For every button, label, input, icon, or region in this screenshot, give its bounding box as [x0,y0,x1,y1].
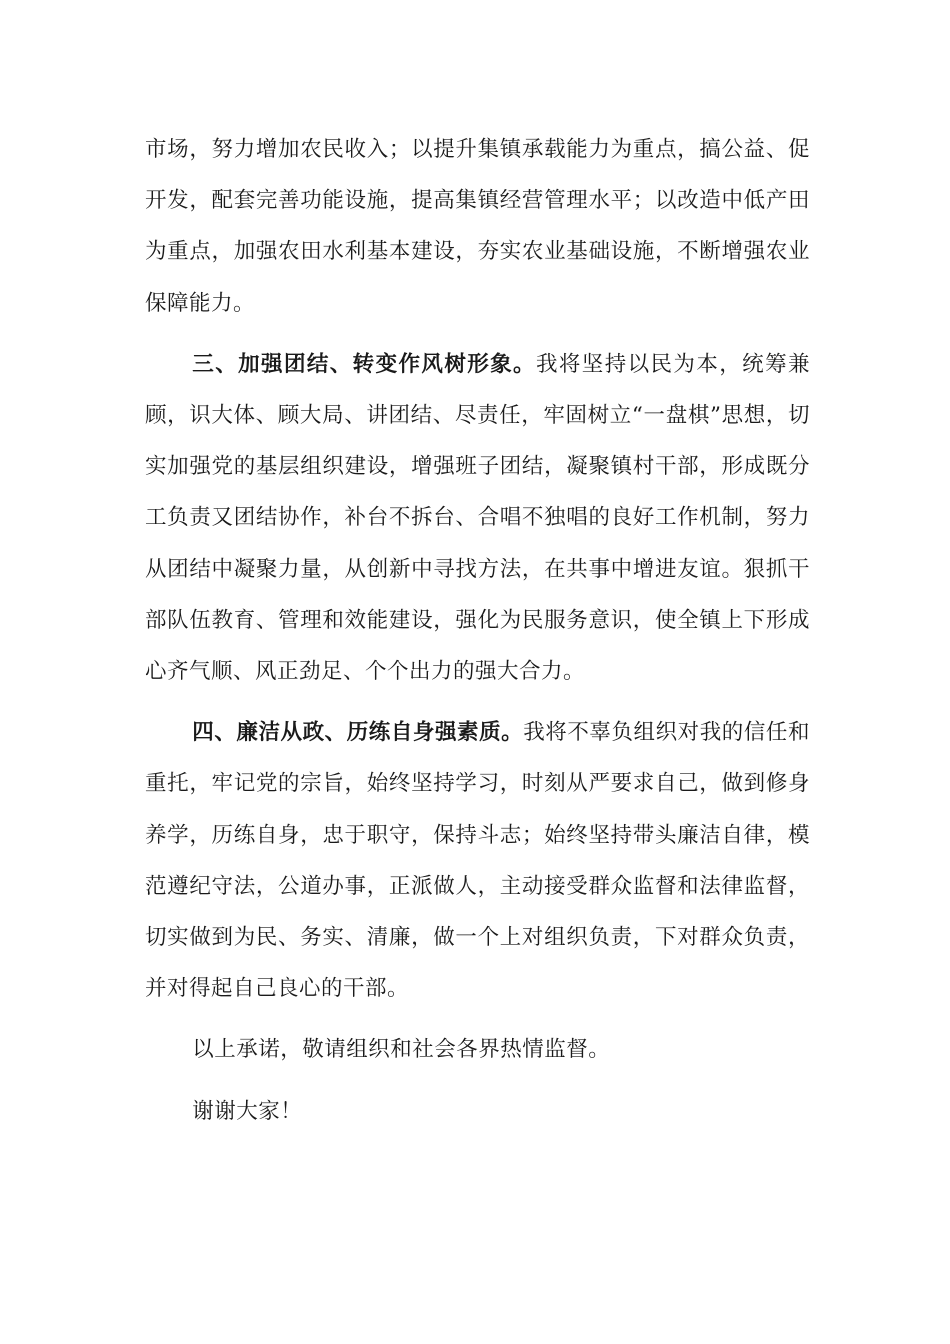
paragraph-section-three [145,339,810,697]
paragraph-section-four [145,707,810,1014]
document-body [145,124,810,1137]
paragraph-pledge: 以上承诺，敬请组织和社会各界热情监督。 [192,1037,611,1063]
section-three-text: 我将坚持以民为本，统筹兼顾，识大体、顾大局、讲团结、尽责任，牢固树立“一盘棋”思想，切实加强党的基层组织建设，增强班子团结，凝聚镇村干部，形成既分工负责又团结协作，补台不拆台、合唱不独唱的良好工作机制，努力从团结中凝聚力量，从创新中寻找方法，在共事中增进友谊。狠抓干部队伍教育、管理和效能建设，强化为民服务意识，使全镇上下形成心齐气顺、风正劲足、个个出力的强大合力。 [145,351,810,685]
section-three-heading: 三、加强团结、转变作风树形象。 [192,351,536,377]
section-four-heading: 四、廉洁从政、历练自身强素质。 [192,720,524,746]
paragraph-thanks: 谢谢大家！ [192,1098,303,1124]
section-four-text: 我将不辜负组织对我的信任和重托，牢记党的宗旨，始终坚持学习，时刻从严要求自己，做到修身养学，历练自身，忠于职守，保持斗志；始终坚持带头廉洁自律，模范遵纪守法，公道办事，正派做人，主动接受群众监督和法律监督，切实做到为民、务实、清廉，做一个上对组织负责，下对群众负责，并对得起自己良心的干部。 [145,720,810,1002]
paragraph-continuation: 市场，努力增加农民收入；以提升集镇承载能力为重点，搞公益、促开发，配套完善功能设施，提高集镇经营管理水平；以改造中低产田为重点，加强农田水利基本建设，夯实农业基础设施，不断增强农业保障能力。 [145,137,810,316]
